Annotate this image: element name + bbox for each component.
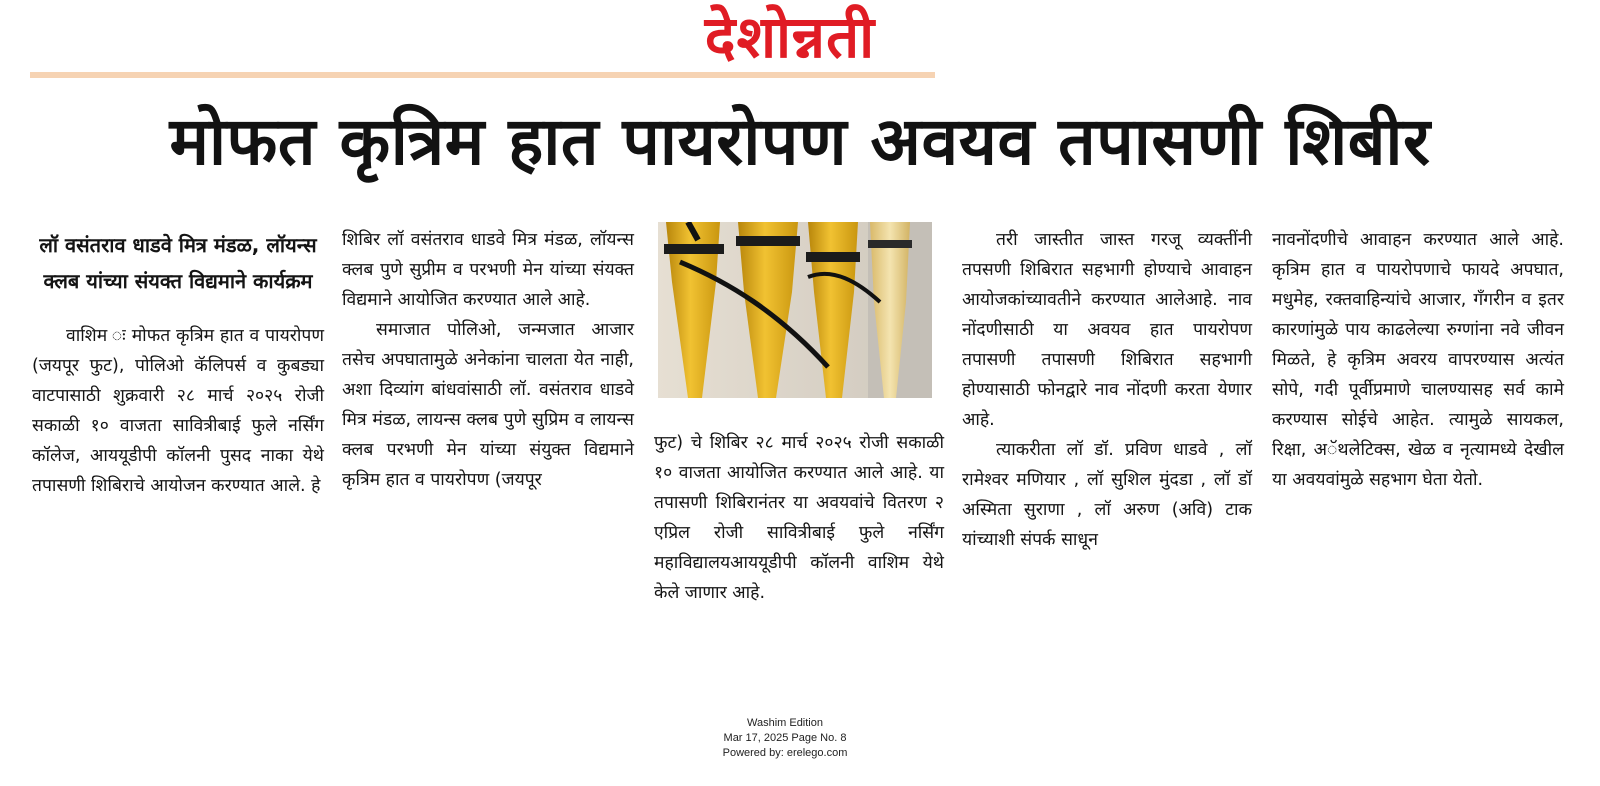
article-paragraph: शिबिर लॉ वसंतराव धाडवे मित्र मंडळ, लॉयन्स क्लब पुणे सुप्रीम व परभणी मेन यांच्या संयक्त विद्यमाने आयोजित करण्यात आले आहे. [342, 230, 634, 310]
page-footer [650, 716, 920, 761]
powered-by-label: Powered by: erelego.com [722, 747, 848, 759]
prosthetic-legs-photo [658, 222, 932, 398]
masthead-rule [30, 72, 935, 78]
article-paragraph: समाजात पोलिओ, जन्मजात आजार तसेच अपघातामुळे अनेकांना चालता येत नाही, अशा दिव्यांग बांधवांसाठी लॉ. वसंतराव धाडवे मित्र मंडळ, लायन्स क्लब पुणे सुप्रिम व लायन्स क्लब परभणी मेन यांच्या संयुक्त विद्यमाने कृत्रिम हात व पायरोपण (जयपूर [342, 320, 634, 490]
headline: मोफत कृत्रिम हात पायरोपण अवयव तपासणी शिबीर [169, 103, 1431, 180]
article-paragraph: त्याकरीता लॉ डॉ. प्रविण धाडवे , लॉ रामेश्वर मणियार , लॉ सुशिल मुंदडा , लॉ डॉ अस्मिता सुराणा , लॉ अरुण (अवि) टाक यांच्याशी संपर्क साधून [962, 440, 1252, 550]
article-column-4 [962, 225, 1252, 555]
article-paragraph: नावनोंदणीचे आवाहन करण्यात आले आहे. कृत्रिम हात व पायरोपणाचे फायदे अपघात, मधुमेह, रक्तवाहिन्यांचे आजार, गँगरीन व इतर कारणांमुळे पाय काढलेल्या रुग्णांना नवे जीवन मिळते, हे कृत्रिम अवरय वापरण्यास अत्यंत सोपे, गदी पूर्वीप्रमाणे चालण्यासह सर्व कामे करण्यास सोईचे आहेत. त्यामुळे सायकल, रिक्षा, अॅथलेटिक्स, खेळ व नृत्यामध्ये देखील या अवयवांमुळे सहभाग घेता येतो. [1272, 230, 1564, 490]
date-page-label: Mar 17, 2025 Page No. 8 [723, 732, 847, 744]
article-column-3 [654, 428, 944, 608]
article-column-5 [1272, 225, 1564, 495]
article-paragraph: फुट) चे शिबिर २८ मार्च २०२५ रोजी सकाळी १० वाजता आयोजित करण्यात आले आहे. या तपासणी शिबिरानंतर या अवयवांचे वितरण २ एप्रिल रोजी सावित्रीबाई फुले नर्सिंग महाविद्यालयआययूडीपी कॉलनी वाशिम येथे केले जाणार आहे. [654, 433, 944, 603]
article-paragraph: वाशिम ः मोफत कृत्रिम हात व पायरोपण (जयपूर फुट), पोलिओ कॅलिपर्स व कुबड्या वाटपासाठी शुक्रवारी २८ मार्च २०२५ रोजी सकाळी १० वाजता सावित्रीबाई फुले नर्सिंग कॉलेज, आययूडीपी कॉलनी पुसद नाका येथे तपासणी शिबिराचे आयोजन करण्यात आले. हे [32, 326, 324, 496]
article-column-2 [342, 225, 634, 495]
masthead [0, 0, 960, 82]
edition-label: Washim Edition [746, 717, 823, 729]
article-paragraph: तरी जास्तीत जास्त गरजू व्यक्तींनी तपसणी शिबिरात सहभागी होण्याचे आवाहन आयोजकांच्यावतीने करण्यात आलेआहे. नाव नोंदणीसाठी या अवयव हात पायरोपण तपासणी तपासणी शिबिरात सहभागी होण्यासाठी फोनद्वारे नाव नोंदणी करता येणार आहे. [962, 230, 1252, 430]
photo-illustration [658, 222, 932, 398]
subheadline: लॉ वसंतराव धाडवे मित्र मंडळ, लॉयन्स क्लब यांच्या संयक्त विद्यमाने कार्यक्रम [39, 233, 317, 293]
newspaper-logo: देशोन्नती [704, 3, 876, 71]
article-column-1 [32, 225, 324, 501]
